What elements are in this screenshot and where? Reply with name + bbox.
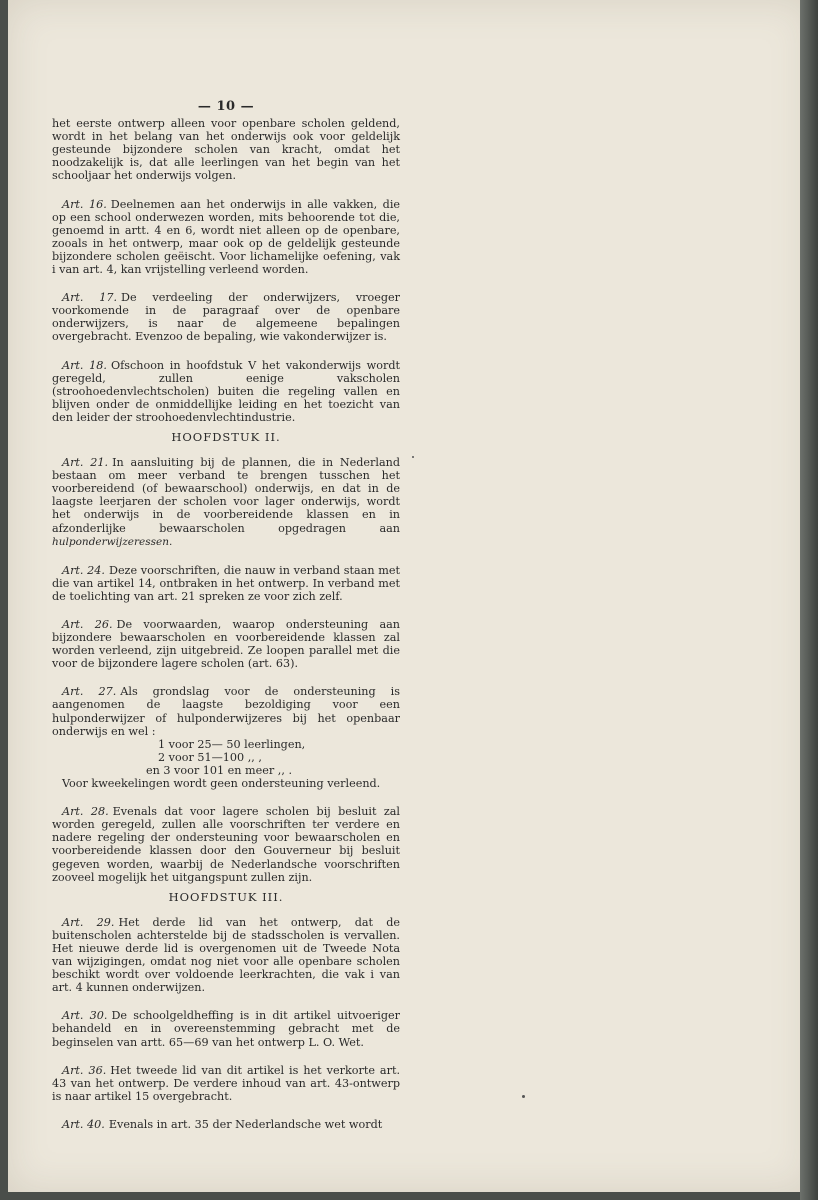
article-30: Art. 30. De schoolgeldheffing is in dit artikel uitvoeriger behandeld en in overeenstemming gebracht met de beginselen van artt. 65—69 van het ontwerp L. O. Wet. — [52, 1009, 400, 1049]
article-28: Art. 28. Evenals dat voor lagere scholen bij besluit zal worden geregeld, zullen alle voorschriften ter verdere en nadere regeling der ondersteuning voor bewaarscholen en voorbereidende klassen door den Gouverneur bij besluit gegeven worden, waarbij de Nederlandsche voorschriften zooveel mogelijk het uitgangspunt zullen zijn. — [52, 805, 401, 884]
article-27: Art. 27. Als grondslag voor de ondersteuning is aangenomen de laagste bezoldiging voor een hulponderwijzer of hulponderwijzeres bij het openbaar onderwijs en wel : 1 voor 25— 50 leerlingen, 2 voor 51—100 ,, , en 3 voor 101 en meer ,, . Voor kweekelingen wordt geen ondersteuning verleend. — [52, 685, 401, 791]
article-label: Art. 17. — [62, 291, 118, 305]
support-list — [52, 738, 400, 777]
list-item: 1 voor 25— 50 leerlingen, — [158, 737, 306, 751]
paper-speck — [412, 456, 414, 458]
article-label: Art. 30. — [62, 1009, 108, 1023]
article-21: Art. 21. In aansluiting bij de plannen, die in Nederland bestaan om meer verband te brengen tusschen het voorbereidend (of bewaarschool) onderwijs, en dat in de laagste leerjaren der scholen voor lager onderwijs, wordt het onderwijs in de voorbereidende klassen en in afzonderlijke bewaarscholen opgedragen aan hulponderwijzeressen. — [52, 456, 400, 548]
article-label: Art. 18. — [62, 358, 107, 372]
article-label: Art. 26. — [62, 618, 113, 631]
chapter-heading: HOOFDSTUK III. — [168, 889, 284, 904]
article-label: Art. 21. — [62, 456, 109, 470]
article-label: Art. 40. — [62, 1117, 105, 1131]
paragraph: het eerste ontwerp alleen voor openbare scholen geldend, wordt in het belang van het onderwijs ook voor geldelijk gesteunde bijzondere scholen van kracht, omdat het noodzakelijk is, dat alle leerlingen van het begin van het schooljaar het onderwijs volgen. — [52, 117, 400, 183]
article-label: Art. 29. — [62, 915, 115, 929]
article-17: Art. 17. De verdeeling der onderwijzers, vroeger voorkomende in de paragraaf over de openbare onderwijzers, is naar de algemeene bepalingen overgebracht. Evenzoo de bepaling, wie vakonderwijzer is. — [52, 291, 400, 344]
paragraph: Voor kweekelingen wordt geen ondersteuning verleend. — [62, 777, 381, 791]
article-40: Art. 40. Evenals in art. 35 der Nederlandsche wet wordt — [62, 1117, 383, 1131]
article-26: Art. 26. De voorwaarden, waarop ondersteuning aan bijzondere bewaarscholen en voorbereidende klassen zal worden verleend, zijn uitgebreid. Ze loopen parallel met die voor de bijzondere lagere scholen (art. 63). — [52, 618, 400, 671]
document-body — [52, 100, 400, 1146]
list-item: 2 voor 51—100 ,, , — [158, 750, 262, 764]
page-edge — [800, 0, 818, 1200]
article-18: Art. 18. Ofschoon in hoofdstuk V het vakonderwijs wordt geregeld, zullen eenige vakscholen (stroohoedenvlechtscholen) buiten die regeling vallen en blijven onder de onmiddellijke leiding en het toezicht van den leider der stroohoedenvlechtindustrie. — [52, 358, 400, 424]
article-label: Art. 24. — [62, 563, 105, 577]
list-item: en 3 voor 101 en meer ,, . — [146, 763, 293, 777]
article-24: Art. 24. Deze voorschriften, die nauw in verband staan met die van artikel 14, ontbraken in het ontwerp. In verband met de toelichting van art. 21 spreken ze voor zich zelf. — [52, 563, 401, 603]
page-number: — 10 — — [197, 99, 255, 114]
article-29: Art. 29. Het derde lid van het ontwerp, dat de buitenscholen achterstelde bij de stadsscholen is vervallen. Het nieuwe derde lid is overgenomen uit de Tweede Nota van wijzigingen, omdat nog niet voor alle openbare scholen beschikt wordt over voldoende leerkrachten, die vak i van art. 4 kunnen onderwijzen. — [52, 915, 400, 995]
article-label: Art. 28. — [62, 805, 109, 819]
article-label: Art. 36. — [62, 1063, 107, 1077]
chapter-heading: HOOFDSTUK II. — [171, 429, 281, 444]
article-36: Art. 36. Het tweede lid van dit artikel is het verkorte art. 43 van het ontwerp. De verdere inhoud van art. 43-ontwerp is naar artikel 15 overgebracht. — [52, 1063, 401, 1103]
article-16: Art. 16. Deelnemen aan het onderwijs in alle vakken, die op een school onderwezen worden, mits behoorende tot die, genoemd in artt. 4 en 6, wordt niet alleen op de openbare, zooals in het ontwerp, maar ook op de geldelijk gesteunde bijzondere scholen geëischt. Voor lichamelijke oefening, vak i van art. 4, kan vrijstelling verleend worden. — [52, 197, 401, 277]
article-label: Art. 16. — [62, 197, 107, 211]
article-label: Art. 27. — [62, 685, 117, 699]
paper-speck — [522, 1095, 525, 1098]
